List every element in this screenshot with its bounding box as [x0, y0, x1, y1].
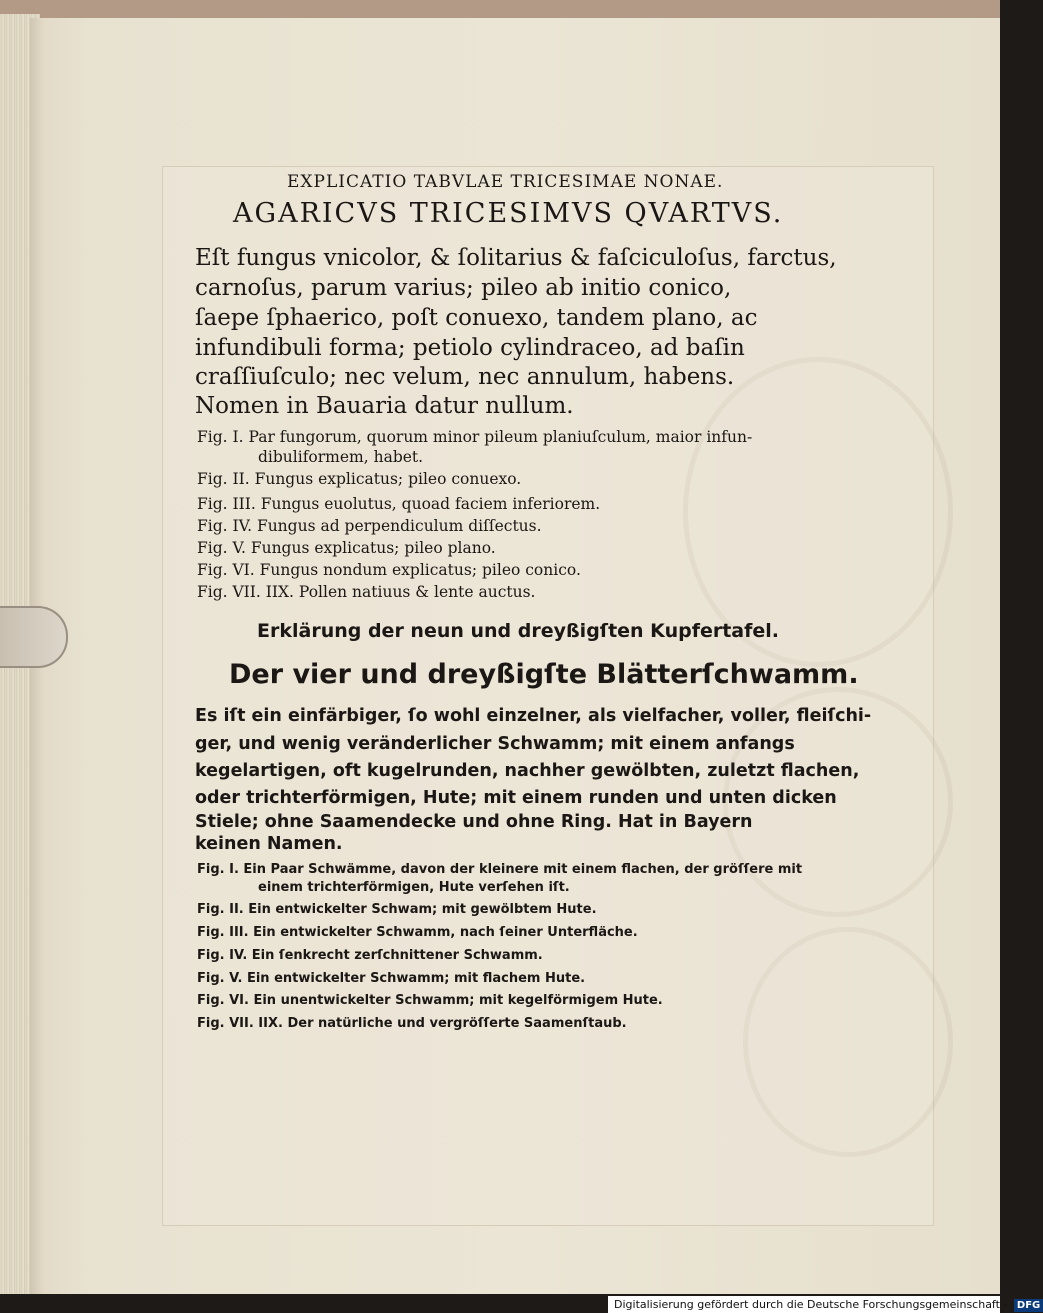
german-figure-caption: Fig. IV. Ein ſenkrecht zerſchnittener Schwamm. — [197, 948, 543, 963]
german-figure-caption: Fig. I. Ein Paar Schwämme, davon der kleinere mit einem flachen, der gröſſere mit — [197, 862, 803, 877]
latin-subtitle: AGARICVS TRICESIMVS QVARTVS. — [233, 198, 784, 229]
latin-description-line: Eſt fungus vnicolor, & ſolitarius & faſciculoſus, farctus, — [195, 245, 837, 271]
latin-description-line: craſſiuſculo; nec velum, nec annulum, habens. — [195, 364, 735, 390]
latin-description-line: Nomen in Bauaria datur nullum. — [195, 393, 574, 419]
german-figure-caption: Fig. VI. Ein unentwickelter Schwamm; mit kegelförmigem Hute. — [197, 993, 663, 1008]
german-description-line: ger, und wenig veränderlicher Schwamm; mit einem anfangs — [195, 734, 795, 754]
german-figure-caption: Fig. III. Ein entwickelter Schwamm, nach ſeiner Unterfläche. — [197, 925, 638, 940]
latin-figure-caption: Fig. VII. IIX. Pollen natiuus & lente auctus. — [197, 583, 536, 601]
bleed-through-shape — [743, 927, 953, 1157]
latin-description-line: infundibuli forma; petiolo cylindraceo, ad baſin — [195, 335, 745, 361]
german-description-line: kegelartigen, oft kugelrunden, nachher gewölbten, zuletzt flachen, — [195, 761, 860, 781]
german-figure-caption: Fig. V. Ein entwickelter Schwamm; mit flachem Hute. — [197, 971, 586, 986]
latin-figure-caption: Fig. IV. Fungus ad perpendiculum diſſectus. — [197, 517, 542, 535]
german-figure-caption: Fig. VII. IIX. Der natürliche und vergröſſerte Saamenſtaub. — [197, 1016, 627, 1031]
latin-figure-caption: Fig. III. Fungus euolutus, quoad faciem inferiorem. — [197, 495, 601, 513]
credit-text: Digitalisierung gefördert durch die Deutsche Forschungsgemeinschaft - — [614, 1298, 1008, 1311]
latin-description-line: carnoſus, parum varius; pileo ab initio conico, — [195, 275, 732, 301]
german-description-line: keinen Namen. — [195, 834, 343, 854]
latin-figure-caption: dibuliformem, habet. — [258, 448, 424, 466]
german-description-line: Stiele; ohne Saamendecke und ohne Ring. Hat in Bayern — [195, 812, 753, 832]
latin-title: EXPLICATIO TABVLAE TRICESIMAE NONAE. — [287, 172, 724, 192]
latin-figure-caption: Fig. VI. Fungus nondum explicatus; pileo conico. — [197, 561, 581, 579]
dfg-logo: DFG — [1014, 1299, 1043, 1312]
german-description-line: Es iſt ein einfärbiger, ſo wohl einzelner, als vielfacher, voller, fleiſchi- — [195, 706, 872, 726]
digitization-credit — [608, 1296, 1041, 1313]
german-subtitle: Der vier und dreyßigſte Blätterſchwamm. — [229, 659, 859, 690]
german-figure-caption: Fig. II. Ein entwickelter Schwam; mit gewölbtem Hute. — [197, 902, 597, 917]
german-figure-caption: einem trichterförmigen, Hute verſehen iſt. — [258, 880, 570, 895]
german-title: Erklärung der neun und dreyßigſten Kupfertafel. — [257, 620, 779, 642]
page-clip — [0, 606, 68, 668]
latin-figure-caption: Fig. V. Fungus explicatus; pileo plano. — [197, 539, 496, 557]
latin-description-line: ſaepe ſphaerico, poſt conuexo, tandem plano, ac — [195, 305, 758, 331]
latin-figure-caption: Fig. II. Fungus explicatus; pileo conuexo. — [197, 470, 522, 488]
german-description-line: oder trichterförmigen, Hute; mit einem runden und unten dicken — [195, 788, 837, 808]
latin-figure-caption: Fig. I. Par fungorum, quorum minor pileum planiuſculum, maior infun- — [197, 428, 753, 446]
